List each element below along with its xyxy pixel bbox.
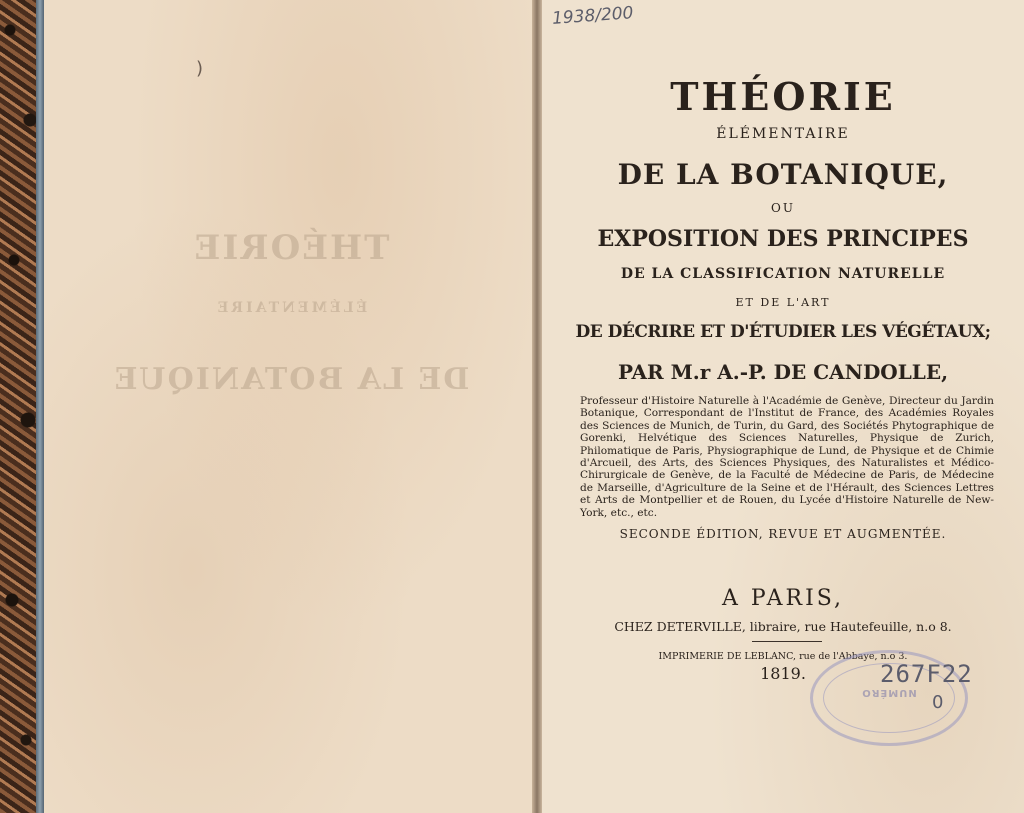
edition: SECONDE ÉDITION, REVUE ET AUGMENTÉE. bbox=[619, 527, 947, 541]
catalog-note: 1938/200 bbox=[551, 3, 635, 29]
publisher: CHEZ DETERVILLE, libraire, rue Hautefeuille, n.o 8. bbox=[614, 619, 952, 634]
bleed-through-title: THÉORIE bbox=[192, 228, 390, 268]
shelf-mark: 267F22 bbox=[880, 660, 973, 688]
title: THÉORIE bbox=[670, 74, 896, 119]
author: PAR M.r A.-P. DE CANDOLLE, bbox=[617, 360, 949, 384]
bleed-through-subtitle: ÉLÉMENTAIRE bbox=[214, 300, 368, 316]
library-stamp-text: NUMÉRO bbox=[861, 687, 917, 698]
left-page bbox=[44, 0, 538, 813]
subtitle-exposition: EXPOSITION DES PRINCIPES bbox=[597, 226, 969, 252]
printer: IMPRIMERIE DE LEBLANC, rue de l'Abbaye, n.o 3. bbox=[658, 651, 908, 662]
subtitle-elementaire: ÉLÉMENTAIRE bbox=[716, 126, 850, 142]
subtitle-classification: DE LA CLASSIFICATION NATURELLE bbox=[620, 266, 946, 282]
title-page bbox=[542, 0, 1024, 813]
shelf-mark-sub: 0 bbox=[932, 692, 944, 713]
subtitle-art: ET DE L'ART bbox=[735, 296, 831, 309]
page-gutter bbox=[532, 0, 542, 813]
pencil-mark: ) bbox=[196, 58, 204, 79]
subtitle-decrire: DE DÉCRIRE ET D'ÉTUDIER LES VÉGÉTAUX; bbox=[575, 322, 991, 342]
spine-edge bbox=[36, 0, 44, 813]
connector-ou: OU bbox=[771, 201, 795, 215]
year: 1819. bbox=[760, 664, 806, 683]
city: A PARIS, bbox=[721, 586, 845, 611]
divider-rule bbox=[752, 641, 822, 642]
author-credentials: Professeur d'Histoire Naturelle à l'Académie de Genève, Directeur du Jardin Botanique, Correspondant de l'Institut de France, des Académies Royales des Sciences de Munich, de Turin, du Gard, des Sociétés Phytographique de Gorenki, Helvétique des Sciences Naturelles, Physique de Zurich, Philomatique de Paris, Physiographique de Lund, de Physique et de Chimie d'Arcueil, des Arts, des Sciences Physiques, des Naturalistes et Médico-Chirurgicale de Genève, de la Faculté de Médecine de Paris, de Médecine de Marseille, d'Agriculture de la Seine et de l'Hérault, des Sciences Lettres et Arts de Montpellier et de Rouen, du Lycée d'Histoire Naturelle de New-York, etc., etc. bbox=[580, 395, 994, 519]
subtitle-botanique: DE LA BOTANIQUE, bbox=[617, 158, 949, 191]
bleed-through-line3: DE LA BOTANIQUE bbox=[112, 362, 470, 397]
